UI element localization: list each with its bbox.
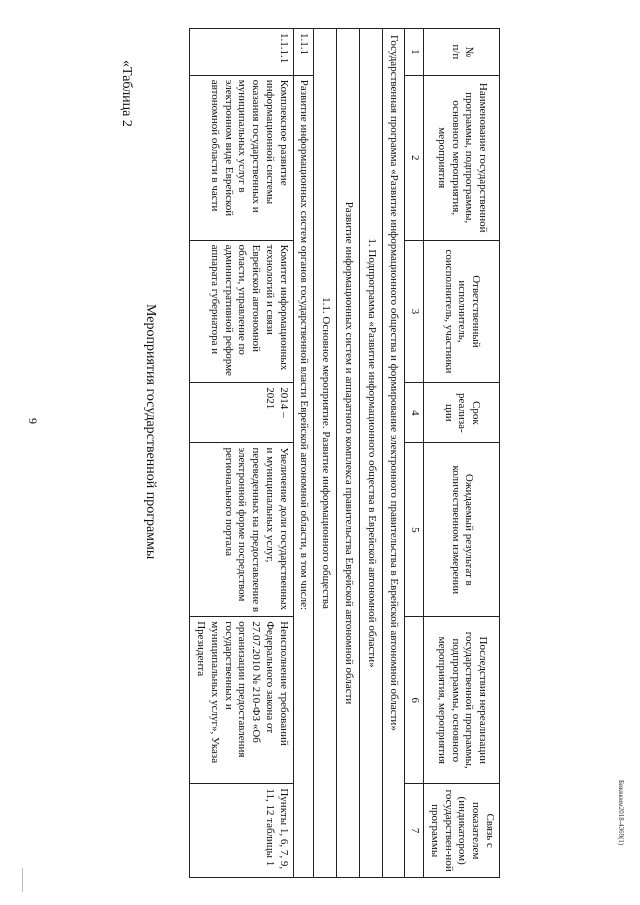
item-number-cell: 1.1.1.1 [190,29,293,76]
header-col-result: Ожидаемый результат в количественном измерении [424,443,500,617]
table-header-row [424,29,500,878]
header-col-number: № п/п [424,29,500,76]
header-col-name: Наименование государственной программы, подпрограммы, основного мероприятия, мероприятия [424,75,500,240]
infrastructure-row [337,29,360,878]
subprogram-title-cell: 1. Подпрограмма «Развитие информационного общества в Еврейской автономной области» [360,29,383,878]
column-numbers-row [405,29,424,878]
item-indicator-cell: Пункты 1, 6, 7, 9, 11, 12 таблицы 1 [190,784,293,878]
item-period-cell: 2014 – 2021 [190,383,293,443]
header-col-executor: Ответственный исполнитель, соисполнитель, участники [424,240,500,383]
program-row [382,29,405,878]
table-label: «Таблица 2 [119,60,134,127]
subprogram-row [360,29,383,878]
item-result-cell: Увеличение доли государственных и муниципальных услуг, переведенных на предоставление в электронной форме посредством регионального портала [190,443,293,617]
header-col-consequences: Последствия нереализации государственной программы, подпрограммы, основного мероприятия, мероприятия [424,617,500,784]
column-number: 7 [405,784,424,878]
header-col-period: Срок реализа-ции [424,383,500,443]
document-footer-code: Биквкмм2018-4369(1) [617,780,625,846]
item-consequences-cell: Неисполнение требований Федерального закона от 27.07.2010 № 210-ФЗ «Об организации предоставления государственных и муниципальных услуг», Указа Президента [190,617,293,784]
column-number: 3 [405,240,424,383]
activity-title-cell: Развитие информационных систем органов государственной власти Еврейской автономной области, в том числе: [293,75,314,877]
header-col-indicator: Связь с показателем (индикатором) государствен-ной программы [424,784,500,878]
column-number: 1 [405,29,424,76]
activity-row [293,29,314,878]
program-title-cell: Государственная программа «Развитие информационного общества и формирование электронного правительства в Еврейской автономной области» [382,29,405,878]
column-number: 4 [405,383,424,443]
page-number: 9 [26,418,40,424]
scan-edge-mark [22,868,23,892]
activities-table [190,28,501,878]
column-number: 2 [405,75,424,240]
activity-number-cell: 1.1.1 [293,29,314,76]
table-row [190,29,293,878]
document-title: Мероприятия государственной программы [143,304,158,560]
infrastructure-title-cell: Развитие информационных систем и аппаратного комплекса правительства Еврейской автономной области [337,29,360,878]
item-name-cell: Комплексное развитие информационной системы оказания государственных и муниципальных услуг в электронном виде Еврейской автономной области в части [190,75,293,240]
main-activity-title-cell: 1.1. Основное мероприятие. Развитие информационного общества [314,29,337,878]
column-number: 6 [405,617,424,784]
item-executor-cell: Комитет информационных технологий и связи Еврейской автономной области, управление по административной реформе аппарата губернатора и [190,240,293,383]
activities-table-wrapper [160,28,500,878]
column-number: 5 [405,443,424,617]
main-activity-row [314,29,337,878]
